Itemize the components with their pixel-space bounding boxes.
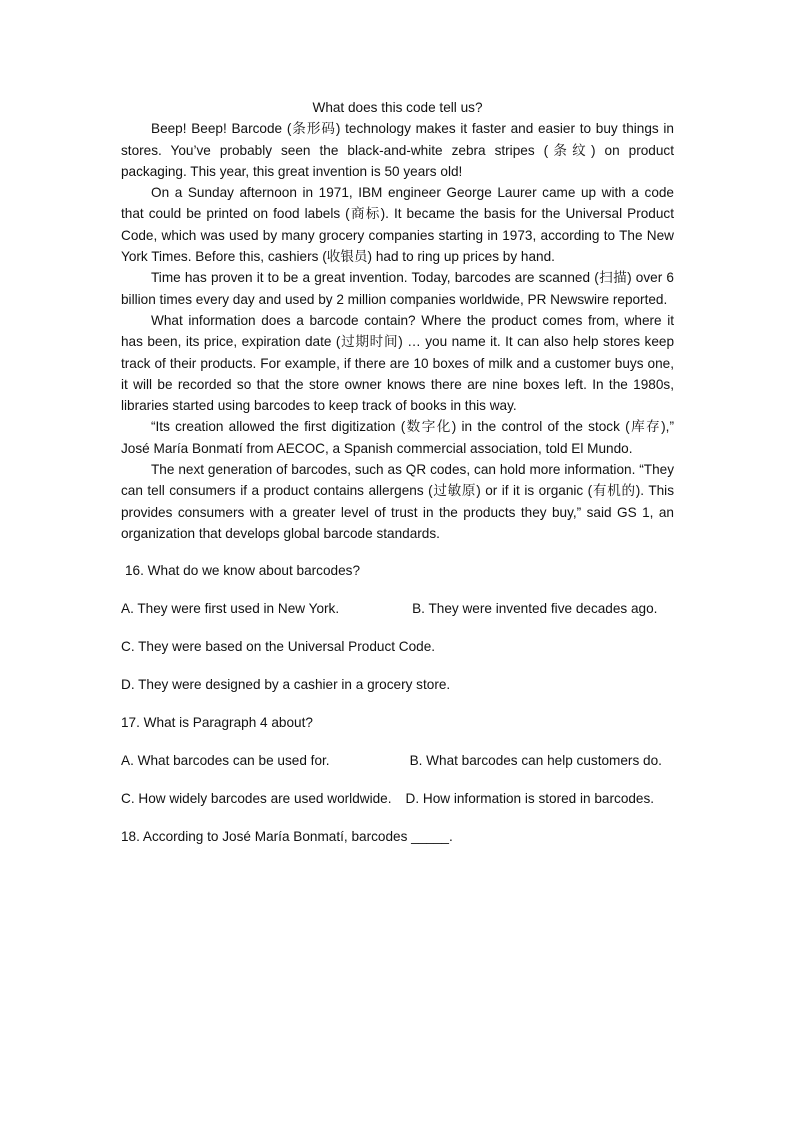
- question-stem: 16. What do we know about barcodes?: [125, 563, 361, 579]
- question-17: [121, 713, 674, 809]
- article-paragraph-2: On a Sunday afternoon in 1971, IBM engineer George Laurer came up with a code that could be printed on food labels (商标). It became the basis for the Universal Product Code, which was used by many grocery companies starting in 1973, according to The New York Times. Before this, cashiers (收银员) had to ring up prices by hand.: [121, 185, 674, 265]
- article-paragraph-6: The next generation of barcodes, such as QR codes, can hold more information. “They can tell consumers if a product contains allergens (过敏原) or if it is organic (有机的). This provides consumers with a greater level of trust in the products they buy,” said GS 1, an organization that develops global barcode standards.: [121, 462, 674, 541]
- option-a: A. They were first used in New York.: [121, 601, 340, 617]
- article-paragraph-1: Beep! Beep! Barcode (条形码) technology makes it faster and easier to buy things in stores. You’ve probably seen the black-and-white zebra stripes (条纹) on product packaging. This year, this great invention is 50 years old!: [121, 121, 674, 179]
- option-row: [121, 599, 674, 619]
- question-stem: 17. What is Paragraph 4 about?: [121, 715, 313, 731]
- option-d: D. How information is stored in barcodes.: [405, 791, 655, 807]
- worksheet-page: [121, 97, 674, 865]
- option-row: [121, 789, 674, 809]
- option-d: D. They were designed by a cashier in a grocery store.: [121, 677, 451, 693]
- article-title: What does this code tell us?: [312, 100, 483, 115]
- option-b: B. What barcodes can help customers do.: [409, 753, 662, 769]
- option-c: C. They were based on the Universal Product Code.: [121, 639, 436, 655]
- option-c: C. How widely barcodes are used worldwide.: [121, 791, 392, 807]
- article-paragraph-4: What information does a barcode contain? Where the product comes from, where it has been, its price, expiration date (过期时间) … you name it. It can also help stores keep track of their products. For example, if there are 10 boxes of milk and a customer buys one, it will be recorded so that the store owner knows there are nine boxes left. In the 1980s, libraries started using barcodes to keep track of books in this way.: [121, 312, 674, 414]
- article-paragraph-5: “Its creation allowed the first digitization (数字化) in the control of the stock (库存),” José María Bonmatí from AECOC, a Spanish commercial association, told El Mundo.: [121, 419, 674, 456]
- option-b: B. They were invented five decades ago.: [412, 601, 658, 617]
- option-a: A. What barcodes can be used for.: [121, 753, 330, 769]
- article-paragraph-3: Time has proven it to be a great invention. Today, barcodes are scanned (扫描) over 6 billion times every day and used by 2 million companies worldwide, PR Newswire reported.: [121, 270, 674, 307]
- question-18: [121, 827, 674, 847]
- question-list: [121, 561, 674, 847]
- question-16: [121, 561, 674, 695]
- article-body: [121, 118, 674, 544]
- option-row: [121, 751, 674, 771]
- question-stem: 18. According to José María Bonmatí, barcodes _____.: [121, 829, 453, 845]
